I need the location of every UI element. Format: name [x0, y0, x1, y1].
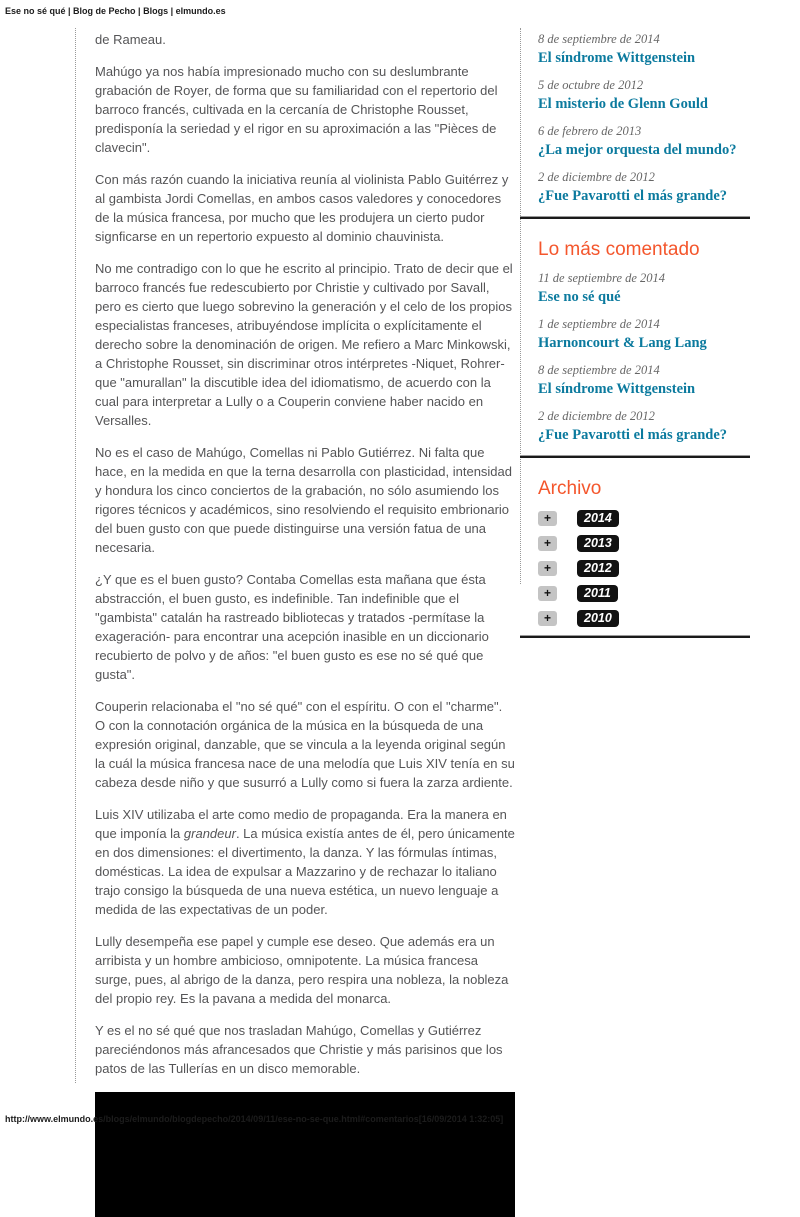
sidebar-divider — [520, 635, 750, 638]
archive-year-row — [538, 585, 751, 602]
post-date: 1 de septiembre de 2014 — [538, 317, 660, 331]
print-page-footer: http://www.elmundo.es/blogs/elmundo/blogdepecho/2014/09/11/ese-no-se-que.html#comentarios[16/09/2014 1:32:05] — [5, 1114, 504, 1124]
archive-expand-button[interactable]: + — [538, 586, 557, 601]
archive-year-chip[interactable]: 2011 — [577, 585, 618, 602]
archive-expand-button[interactable]: + — [538, 536, 557, 551]
archive-year-row — [538, 560, 751, 577]
most-commented-heading: Lo más comentado — [538, 239, 700, 260]
post-date: 5 de octubre de 2012 — [538, 78, 644, 92]
archive-year-chip[interactable]: 2010 — [577, 610, 619, 627]
archive-year-chip[interactable]: 2013 — [577, 535, 619, 552]
post-link[interactable]: Harnoncourt & Lang Lang — [538, 335, 707, 351]
post-link[interactable]: El síndrome Wittgenstein — [538, 381, 696, 397]
sidebar-post-item — [538, 32, 751, 67]
video-embed-placeholder[interactable] — [95, 1092, 515, 1217]
article-paragraph: Y es el no sé qué que nos trasladan Mahúgo, Comellas y Gutiérrez pareciéndonos más afrancesados que Christie y más parisinos que los patos de las Tullerías en un disco memorable. — [95, 1023, 503, 1076]
post-link[interactable]: Ese no sé qué — [538, 289, 621, 305]
article-paragraph: Couperin relacionaba el "no sé qué" con el espíritu. O con el "charme". O con la connotación orgánica de la música en la búsqueda de una expresión original, danzable, que se vincula a la leyenda original según la cuál la música francesa nace de una melodía que Luis XIV tenía en su cabeza desde niño y que susurró a Lully como si fuera la zarza ardiente. — [95, 699, 515, 790]
sidebar-divider — [520, 455, 750, 458]
sidebar-dotted-border — [520, 28, 521, 584]
post-link[interactable]: El misterio de Glenn Gould — [538, 96, 708, 112]
sidebar — [538, 32, 751, 638]
article-column — [95, 30, 515, 1217]
sidebar-most-commented-list — [538, 271, 751, 444]
archive-year-row — [538, 610, 751, 627]
post-date: 8 de septiembre de 2014 — [538, 32, 660, 46]
post-link[interactable]: ¿La mejor orquesta del mundo? — [538, 142, 737, 158]
article-paragraph: Con más razón cuando la iniciativa reunía al violinista Pablo Guitérrez y al gambista Jordi Comellas, en ambos casos valedores y conocedores de la música francesa, por mucho que les produjera un cierto pudor signficarse en un repertorio expuesto al dominio chauvinista. — [95, 172, 509, 244]
print-page-header: Ese no sé qué | Blog de Pecho | Blogs | elmundo.es — [5, 6, 226, 16]
archive-year-row — [538, 535, 751, 552]
article-paragraph: No es el caso de Mahúgo, Comellas ni Pablo Gutiérrez. Ni falta que hace, en la medida en que la terna desarrolla con plasticidad, intensidad y hondura los cinco conciertos de la grabación, no sólo asumiendo los rigores técnicos y académicos, sino resolviendo el requisito embrionario del buen gusto con que puede distinguirse una versión fatua de una necesaria. — [95, 445, 512, 555]
article-paragraph: Lully desempeña ese papel y cumple ese deseo. Que además era un arribista y un hombre ambicioso, omnipotente. La música francesa surge, pues, al abrigo de la danza, pero respira una nobleza, la nobleza del propio rey. Es la pavana a medida del monarca. — [95, 934, 509, 1006]
sidebar-post-item — [538, 363, 751, 398]
sidebar-post-item — [538, 170, 751, 205]
post-date: 8 de septiembre de 2014 — [538, 363, 660, 377]
post-date: 2 de diciembre de 2012 — [538, 409, 655, 423]
sidebar-post-item — [538, 124, 751, 159]
archive-heading: Archivo — [538, 478, 602, 499]
article-paragraph: Luis XIV utilizaba el arte como medio de propaganda. Era la manera en que imponía la grandeur. La música existía antes de él, pero únicamente en dos dimensiones: el divertimento, la danza. Y las fórmulas íntimas, domésticas. La idea de expulsar a Mazzarino y de rechazar lo italiano trajo consigo la búsqueda de una nueva estética, un nuevo lenguaje a medida de las expectativas de un poder. — [95, 807, 515, 917]
post-link[interactable]: ¿Fue Pavarotti el más grande? — [538, 427, 728, 443]
article-body — [95, 30, 515, 1078]
sidebar-divider — [520, 216, 750, 219]
archive-expand-button[interactable]: + — [538, 511, 557, 526]
archive-expand-button[interactable]: + — [538, 611, 557, 626]
sidebar-recent-list — [538, 32, 751, 205]
article-paragraph: No me contradigo con lo que he escrito al principio. Trato de decir que el barroco francés fue redescubierto por Christie y cultivado por Savall, pero es cierto que luego sobrevino la generación y el celo de los propios especialistas franceses, atribuyéndose implícita o explícitamente el derecho sobre la denominación de origen. Me refiero a Marc Minkowski, a Christophe Rousset, sin discriminar otros intérpretes -Niquet, Rohrer- que "amurallan" la discutible idea del idiomatismo, de acuerdo con la cual para interpretar a Lully o a Couperin conviene haber nacido en Versalles. — [95, 261, 513, 428]
article-paragraph: ¿Y que es el buen gusto? Contaba Comellas esta mañana que ésta abstracción, el buen gusto, es indefinible. Tan indefinible que el "gambista" catalán ha rastreado bibliotecas y tratados -permítase la exageración- para encontrar una acepción inasible en un diccionario recubierto de polvo y de años: "el buen gusto es ese no sé qué que gusta". — [95, 572, 489, 682]
sidebar-post-item — [538, 409, 751, 444]
sidebar-post-item — [538, 78, 751, 113]
archive-year-row — [538, 510, 751, 527]
sidebar-post-item — [538, 317, 751, 352]
archive-list — [538, 510, 751, 627]
archive-year-chip[interactable]: 2014 — [577, 510, 619, 527]
post-link[interactable]: ¿Fue Pavarotti el más grande? — [538, 188, 728, 204]
post-link[interactable]: El síndrome Wittgenstein — [538, 50, 696, 66]
post-date: 2 de diciembre de 2012 — [538, 170, 655, 184]
article-paragraph: de Rameau. — [95, 32, 166, 47]
archive-expand-button[interactable]: + — [538, 561, 557, 576]
main-column-dotted-border — [75, 28, 76, 1083]
sidebar-post-item — [538, 271, 751, 306]
archive-year-chip[interactable]: 2012 — [577, 560, 619, 577]
post-date: 11 de septiembre de 2014 — [538, 271, 666, 285]
post-date: 6 de febrero de 2013 — [538, 124, 642, 138]
article-paragraph: Mahúgo ya nos había impresionado mucho con su deslumbrante grabación de Royer, de forma que su familiaridad con el repertorio del barroco francés, cultivada en la cercanía de Christophe Rousset, predisponía la seriedad y el rigor en su aproximación a las "Pièces de clavecin". — [95, 64, 498, 155]
